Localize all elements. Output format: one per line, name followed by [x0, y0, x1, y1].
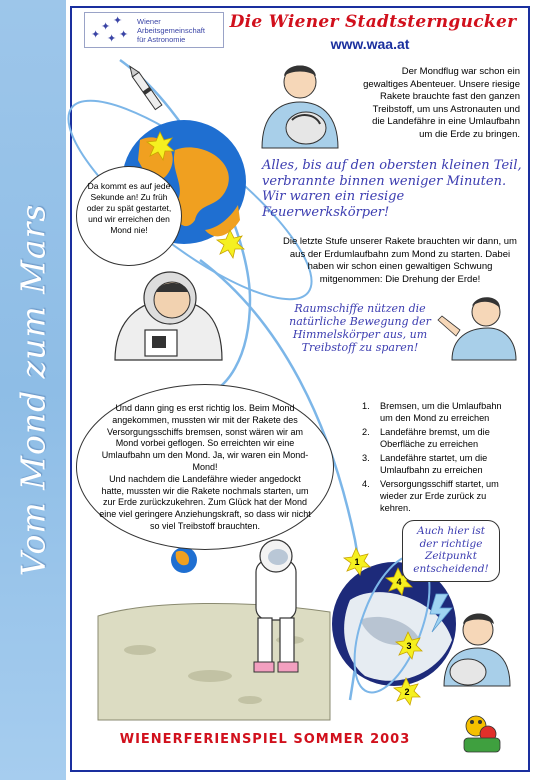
- step-number: 4.: [362, 479, 370, 489]
- step-text: Landefähre startet, um die Umlaufbahn zu erreichen: [380, 453, 488, 475]
- stage-paragraph: Die letzte Stufe unserer Rakete brauchten wir dann, um aus der Erdumlaufbahn zum Mond zu starten. Dabei haben wir schon einen gewaltigen Schwung mitgenommen: Die Drehung der Erde!: [283, 236, 517, 285]
- speech-text: Und nachdem die Landefähre wieder angedockt hatte, mussten wir die Rakete nochmals starten, um zur Erde zurückzukehren. Zum Glück hat der Mond eine viel geringere Anziehungskraft, so dass wir nicht so viel Treibstoff brauchten.: [99, 473, 311, 531]
- rocket-icon: [127, 64, 162, 110]
- speech-bubble-moon: [76, 384, 334, 550]
- speech-text: Da kommt es auf jede Sekunde an! Zu früh oder zu spät gestartet, und wir erreichen den Mond nie!: [86, 181, 172, 235]
- step-number: 2.: [362, 427, 370, 437]
- presenter-icon: [438, 297, 516, 360]
- logo-line: für Astronomie: [137, 35, 186, 44]
- small-earth-icon: [171, 547, 197, 573]
- step-text: Bremsen, um die Umlaufbahn um den Mond zu erreichen: [380, 401, 502, 423]
- marker-label: 2: [404, 687, 410, 697]
- step-item: [362, 452, 512, 476]
- step-text: Landefähre bremst, um die Oberfläche zu erreichen: [380, 427, 490, 449]
- astronaut-portrait-icon: [262, 66, 338, 149]
- spacesuit-astronaut-icon: [115, 272, 222, 360]
- logo-line: Arbeitsgemeinschaft: [137, 26, 205, 35]
- speech-bubble-timing: [76, 166, 182, 266]
- timing-quote: Auch hier ist der richtige Zeitpunkt entscheidend!: [413, 525, 489, 575]
- nature-quote: Raumschiffe nützen die natürliche Bewegung der Himmelskörper aus, um Treibstoff zu sparen!: [289, 302, 431, 354]
- website-link[interactable]: www.waa.at: [330, 36, 410, 52]
- steps-list: [362, 400, 512, 516]
- mascot-icon: [454, 706, 506, 762]
- page-title: Die Wiener Stadtsterngucker: [229, 12, 517, 32]
- intro-paragraph: Der Mondflug war schon ein gewaltiges Abenteuer. Unsere riesige Rakete brauchte fast den ganzen Treibstoff, um uns Astronauten und die Landefähre in eine Umlaufbahn um die Erde zu bringen.: [363, 66, 520, 140]
- step-text: Versorgungsschiff startet, um wieder zur Erde zurück zu kehren.: [380, 479, 499, 513]
- step-item: [362, 478, 512, 514]
- marker-label: 1: [354, 557, 360, 567]
- side-title: Vom Mond zum Mars: [13, 203, 53, 577]
- footer-banner: WIENERFERIENSPIEL SOMMER 2003: [119, 732, 411, 747]
- step-item: [362, 426, 512, 450]
- fireworks-quote: Alles, bis auf den obersten kleinen Teil, verbrannte binnen weniger Minuten. Wir waren ein riesige Feuerwerkskörper!: [262, 158, 522, 220]
- marker-label: 4: [396, 577, 402, 587]
- constellation-stars-icon: ✦ ✦ ✦ ✦ ✦: [91, 15, 129, 45]
- waa-logo[interactable]: [84, 12, 224, 48]
- logo-line: Wiener: [137, 17, 161, 26]
- speech-bubble-timing-moon: [402, 520, 500, 582]
- step-number: 1.: [362, 401, 370, 411]
- step-item: [362, 400, 512, 424]
- step-number: 3.: [362, 453, 370, 463]
- logo-text: [137, 17, 205, 44]
- speech-text: Und dann ging es erst richtig los. Beim Mond angekommen, mussten wir mit der Rakete des Versorgungsschiffs bremsen, sonst wären wir am Mond vorbei geflogen. So erreichten wir eine Umlaufbahn um den Mond. Ja, wir waren ein Mond-Mond!: [101, 403, 309, 472]
- marker-label: 3: [406, 641, 412, 651]
